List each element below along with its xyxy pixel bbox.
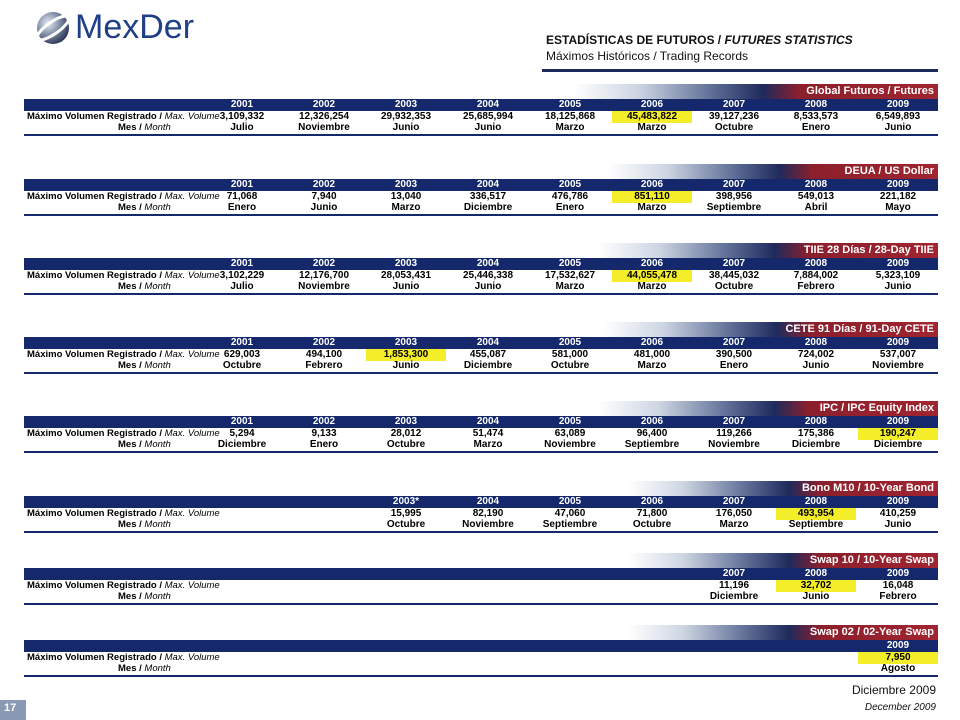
volume-cell: 96,400 <box>636 428 668 439</box>
row-label-separator: / <box>136 122 145 133</box>
section-title: Global Futuros / Futures <box>806 85 934 97</box>
month-cell: Enero <box>309 439 339 450</box>
year-header-cell: 2008 <box>804 258 828 269</box>
section-banner <box>628 481 938 496</box>
record-volume-cell-highlighted: 190,247 <box>858 428 938 440</box>
month-cell: Junio <box>392 122 420 133</box>
mexder-globe-icon <box>33 6 73 46</box>
year-header-cell: 2008 <box>804 568 828 579</box>
year-header-cell: 2005 <box>558 496 582 507</box>
record-volume-cell-highlighted: 851,110 <box>612 191 692 203</box>
row-label-month-en: Month <box>144 281 171 292</box>
volume-cell: 455,087 <box>469 349 507 360</box>
year-header-cell: 2003 <box>394 258 418 269</box>
record-volume-cell-highlighted: 7,950 <box>858 652 938 664</box>
section-title: Swap 02 / 02-Year Swap <box>809 626 934 638</box>
volume-cell: 12,326,254 <box>298 111 350 122</box>
record-volume-cell-highlighted: 1,853,300 <box>366 349 446 361</box>
year-header-cell: 2003 <box>394 416 418 427</box>
row-label-month <box>118 122 171 134</box>
section-banner <box>608 164 938 179</box>
year-header-cell: 2005 <box>558 258 582 269</box>
volume-cell: 481,000 <box>633 349 671 360</box>
year-header-cell: 2008 <box>804 99 828 110</box>
volume-cell: 119,266 <box>716 428 752 439</box>
month-cell: Octubre <box>550 360 590 371</box>
year-header-cell: 2004 <box>476 416 500 427</box>
row-label-max-volume-es: Máximo Volumen Registrado <box>27 428 157 439</box>
month-cell: Marzo <box>637 202 667 213</box>
volume-cell: 494,100 <box>305 349 343 360</box>
volume-cell: 629,003 <box>223 349 261 360</box>
month-cell: Octubre <box>386 519 426 530</box>
row-label-max-volume-en: Max. Volume <box>164 428 220 439</box>
volume-cell: 15,995 <box>390 508 422 519</box>
stats-section <box>0 625 960 695</box>
section-banner <box>628 625 938 640</box>
section-bottom-rule <box>24 675 938 677</box>
row-label-separator: / <box>136 360 145 371</box>
month-cell: Marzo <box>555 281 585 292</box>
month-cell: Mayo <box>885 202 911 213</box>
section-title: CETE 91 Días / 91-Day CETE <box>785 323 934 335</box>
row-label-month-es: Mes <box>118 519 137 530</box>
row-label-separator: / <box>156 508 165 519</box>
row-label-max-volume-es: Máximo Volumen Registrado <box>27 580 157 591</box>
year-header-cell: 2006 <box>640 496 664 507</box>
footer-date-en: December 2009 <box>864 702 936 713</box>
volume-cell: 16,048 <box>882 580 914 591</box>
row-label-month-en: Month <box>144 360 171 371</box>
month-cell: Diciembre <box>463 202 513 213</box>
year-header-cell: 2006 <box>640 337 664 348</box>
month-cell: Diciembre <box>463 360 513 371</box>
stats-section <box>0 322 960 392</box>
volume-cell: 28,053,431 <box>380 270 432 281</box>
volume-cell: 3,102,229 <box>219 270 265 281</box>
section-banner <box>573 84 938 99</box>
row-label-month-en: Month <box>144 202 171 213</box>
section-title: Swap 10 / 10-Year Swap <box>809 554 934 566</box>
row-label-month <box>118 591 171 603</box>
month-cell: Noviembre <box>298 281 350 292</box>
volume-cell: 71,800 <box>636 508 668 519</box>
year-header-cell: 2007 <box>722 496 746 507</box>
month-cell: Septiembre <box>788 519 844 530</box>
month-cell: Diciembre <box>873 439 923 450</box>
stats-section <box>0 243 960 313</box>
year-header-cell: 2007 <box>722 258 746 269</box>
year-header-cell: 2005 <box>558 337 582 348</box>
volume-cell: 476,786 <box>551 191 589 202</box>
page-title-en: FUTURES STATISTICS <box>724 33 853 47</box>
page-subtitle: Máximos Históricos / Trading Records <box>546 49 749 63</box>
volume-cell: 38,445,032 <box>708 270 760 281</box>
month-cell: Agosto <box>880 663 916 674</box>
year-header-cell: 2005 <box>558 416 582 427</box>
year-header-cell: 2005 <box>558 179 582 190</box>
year-header-cell: 2007 <box>722 416 746 427</box>
month-cell: Marzo <box>637 122 667 133</box>
page-title-es: ESTADÍSTICAS DE FUTUROS <box>546 33 715 47</box>
volume-cell: 18,125,868 <box>544 111 596 122</box>
year-header-bar <box>24 640 938 652</box>
row-label-month-es: Mes <box>118 439 137 450</box>
row-label-max-volume-es: Máximo Volumen Registrado <box>27 270 157 281</box>
month-cell: Junio <box>310 202 338 213</box>
section-title: Bono M10 / 10-Year Bond <box>801 482 934 494</box>
section-banner <box>628 553 938 568</box>
month-cell: Noviembre <box>298 122 350 133</box>
section-bottom-rule <box>24 603 938 605</box>
month-cell: Abril <box>804 202 828 213</box>
year-header-cell: 2009 <box>886 640 910 651</box>
row-label-max-volume-en: Max. Volume <box>164 191 220 202</box>
volume-cell: 51,474 <box>472 428 504 439</box>
record-volume-cell-highlighted: 44,055,478 <box>612 270 692 282</box>
row-label-separator: / <box>156 652 165 663</box>
year-header-cell: 2009 <box>886 416 910 427</box>
volume-cell: 5,294 <box>229 428 255 439</box>
month-cell: Febrero <box>305 360 343 371</box>
mexder-logo <box>33 6 193 52</box>
row-label-month <box>118 202 171 214</box>
volume-cell: 25,446,338 <box>462 270 514 281</box>
month-cell: Enero <box>801 122 831 133</box>
month-cell: Octubre <box>222 360 262 371</box>
month-cell: Diciembre <box>791 439 841 450</box>
year-header-cell: 2008 <box>804 337 828 348</box>
row-label-separator: / <box>136 281 145 292</box>
section-banner <box>603 322 938 337</box>
month-cell: Noviembre <box>544 439 596 450</box>
month-cell: Junio <box>884 519 912 530</box>
volume-cell: 11,196 <box>718 580 750 591</box>
year-header-cell: 2004 <box>476 258 500 269</box>
month-cell: Junio <box>802 591 830 602</box>
page-number: 17 <box>4 702 17 714</box>
volume-cell: 12,176,700 <box>298 270 350 281</box>
section-banner <box>598 401 938 416</box>
year-header-cell: 2003 <box>394 99 418 110</box>
year-header-cell: 2008 <box>804 416 828 427</box>
year-header-cell: 2005 <box>558 99 582 110</box>
stats-section <box>0 481 960 551</box>
year-header-cell: 2001 <box>230 179 254 190</box>
row-label-separator: / <box>156 580 165 591</box>
month-cell: Junio <box>392 360 420 371</box>
row-label-max-volume-es: Máximo Volumen Registrado <box>27 111 157 122</box>
volume-cell: 63,089 <box>554 428 586 439</box>
header-rule <box>542 69 938 72</box>
volume-cell: 13,040 <box>390 191 422 202</box>
volume-cell: 398,956 <box>715 191 753 202</box>
row-label-max-volume-en: Max. Volume <box>164 580 220 591</box>
volume-cell: 7,940 <box>311 191 337 202</box>
record-volume-cell-highlighted: 493,954 <box>776 508 856 520</box>
volume-cell: 549,013 <box>797 191 835 202</box>
row-label-month-es: Mes <box>118 360 137 371</box>
section-bottom-rule <box>24 531 938 533</box>
year-header-cell: 2001 <box>230 258 254 269</box>
month-cell: Septiembre <box>706 202 762 213</box>
volume-cell: 17,532,627 <box>544 270 596 281</box>
month-cell: Noviembre <box>462 519 514 530</box>
record-volume-cell-highlighted: 32,702 <box>776 580 856 592</box>
year-header-cell: 2009 <box>886 258 910 269</box>
year-header-bar <box>24 496 938 508</box>
row-label-separator: / <box>156 270 165 281</box>
row-label-separator: / <box>136 439 145 450</box>
year-header-cell: 2001 <box>230 99 254 110</box>
row-label-month <box>118 439 171 451</box>
row-label-month <box>118 281 171 293</box>
row-label-max-volume-en: Max. Volume <box>164 349 220 360</box>
row-label-month-en: Month <box>144 439 171 450</box>
volume-cell: 221,182 <box>879 191 917 202</box>
row-label-month-en: Month <box>144 591 171 602</box>
month-cell: Marzo <box>719 519 749 530</box>
row-label-separator: / <box>136 663 145 674</box>
row-label-max-volume-en: Max. Volume <box>164 270 220 281</box>
year-header-cell: 2006 <box>640 258 664 269</box>
month-cell: Junio <box>474 122 502 133</box>
row-label-month-en: Month <box>144 122 171 133</box>
row-label-month-en: Month <box>144 663 171 674</box>
row-label-month-en: Month <box>144 519 171 530</box>
row-label-max-volume-en: Max. Volume <box>164 111 220 122</box>
month-cell: Septiembre <box>624 439 680 450</box>
stats-section <box>0 401 960 471</box>
month-cell: Diciembre <box>217 439 267 450</box>
volume-cell: 724,002 <box>797 349 835 360</box>
footer-date-es: Diciembre 2009 <box>851 683 936 697</box>
volume-cell: 9,133 <box>311 428 337 439</box>
year-header-cell: 2001 <box>230 337 254 348</box>
month-cell: Octubre <box>386 439 426 450</box>
volume-cell: 336,517 <box>469 191 507 202</box>
record-volume-cell-highlighted: 45,483,822 <box>612 111 692 123</box>
row-label-max-volume-es: Máximo Volumen Registrado <box>27 191 157 202</box>
year-header-bar <box>24 416 938 428</box>
section-bottom-rule <box>24 372 938 374</box>
month-cell: Marzo <box>637 360 667 371</box>
section-title: TIIE 28 Días / 28-Day TIIE <box>803 244 934 256</box>
month-cell: Febrero <box>797 281 835 292</box>
month-cell: Enero <box>719 360 749 371</box>
volume-cell: 175,386 <box>797 428 835 439</box>
year-header-cell: 2003* <box>392 496 420 507</box>
year-header-cell: 2007 <box>722 99 746 110</box>
year-header-cell: 2004 <box>476 337 500 348</box>
volume-cell: 6,549,893 <box>875 111 921 122</box>
row-label-separator: / <box>156 111 165 122</box>
year-header-cell: 2003 <box>394 337 418 348</box>
month-cell: Febrero <box>879 591 917 602</box>
volume-cell: 410,259 <box>879 508 917 519</box>
volume-cell: 47,060 <box>554 508 586 519</box>
month-cell: Julio <box>230 281 254 292</box>
row-label-month-es: Mes <box>118 122 137 133</box>
year-header-cell: 2007 <box>722 179 746 190</box>
volume-cell: 581,000 <box>551 349 589 360</box>
volume-cell: 537,007 <box>879 349 917 360</box>
row-label-month <box>118 663 171 675</box>
year-header-cell: 2009 <box>886 179 910 190</box>
year-header-bar <box>24 179 938 191</box>
section-bottom-rule <box>24 214 938 216</box>
month-cell: Junio <box>802 360 830 371</box>
row-label-max-volume-es: Máximo Volumen Registrado <box>27 349 157 360</box>
row-label-separator: / <box>156 349 165 360</box>
row-label-separator: / <box>156 428 165 439</box>
row-label-separator: / <box>156 191 165 202</box>
row-label-separator: / <box>136 591 145 602</box>
volume-cell: 82,190 <box>472 508 504 519</box>
month-cell: Junio <box>884 122 912 133</box>
month-cell: Octubre <box>714 281 754 292</box>
volume-cell: 25,685,994 <box>462 111 514 122</box>
month-cell: Diciembre <box>709 591 759 602</box>
month-cell: Octubre <box>632 519 672 530</box>
year-header-bar <box>24 568 938 580</box>
month-cell: Marzo <box>555 122 585 133</box>
volume-cell: 3,109,332 <box>219 111 265 122</box>
year-header-bar <box>24 337 938 349</box>
year-header-cell: 2009 <box>886 99 910 110</box>
year-header-cell: 2006 <box>640 99 664 110</box>
volume-cell: 8,533,573 <box>793 111 839 122</box>
year-header-cell: 2009 <box>886 568 910 579</box>
stats-section <box>0 164 960 234</box>
month-cell: Junio <box>392 281 420 292</box>
row-label-month <box>118 360 171 372</box>
year-header-cell: 2003 <box>394 179 418 190</box>
section-bottom-rule <box>24 451 938 453</box>
page-title-separator: / <box>714 33 725 47</box>
month-cell: Septiembre <box>542 519 598 530</box>
month-cell: Noviembre <box>708 439 760 450</box>
year-header-cell: 2009 <box>886 337 910 348</box>
row-label-month-es: Mes <box>118 202 137 213</box>
volume-cell: 5,323,109 <box>875 270 921 281</box>
row-label-max-volume-en: Max. Volume <box>164 508 220 519</box>
row-label-max-volume-es: Máximo Volumen Registrado <box>27 508 157 519</box>
year-header-cell: 2006 <box>640 179 664 190</box>
year-header-cell: 2004 <box>476 496 500 507</box>
row-label-month-es: Mes <box>118 281 137 292</box>
year-header-cell: 2006 <box>640 416 664 427</box>
year-header-cell: 2008 <box>804 179 828 190</box>
year-header-bar <box>24 99 938 111</box>
row-label-max-volume-en: Max. Volume <box>164 652 220 663</box>
volume-cell: 176,050 <box>715 508 753 519</box>
stats-section <box>0 553 960 623</box>
row-label-separator: / <box>136 202 145 213</box>
section-bottom-rule <box>24 134 938 136</box>
month-cell: Enero <box>555 202 585 213</box>
volume-cell: 71,068 <box>226 191 258 202</box>
year-header-cell: 2002 <box>312 179 336 190</box>
month-cell: Marzo <box>473 439 503 450</box>
volume-cell: 7,884,002 <box>793 270 839 281</box>
year-header-cell: 2002 <box>312 258 336 269</box>
month-cell: Noviembre <box>872 360 924 371</box>
section-title: DEUA / US Dollar <box>844 165 934 177</box>
year-header-cell: 2008 <box>804 496 828 507</box>
month-cell: Junio <box>474 281 502 292</box>
year-header-cell: 2009 <box>886 496 910 507</box>
year-header-cell: 2002 <box>312 99 336 110</box>
row-label-month-es: Mes <box>118 663 137 674</box>
year-header-cell: 2004 <box>476 179 500 190</box>
volume-cell: 390,500 <box>715 349 753 360</box>
section-banner <box>598 243 938 258</box>
year-header-cell: 2002 <box>312 416 336 427</box>
volume-cell: 29,932,353 <box>380 111 432 122</box>
year-header-cell: 2007 <box>722 568 746 579</box>
logo-wordmark: MexDer <box>75 8 195 46</box>
section-title: IPC / IPC Equity Index <box>819 402 934 414</box>
month-cell: Marzo <box>391 202 421 213</box>
volume-cell: 28,012 <box>390 428 422 439</box>
row-label-separator: / <box>136 519 145 530</box>
month-cell: Enero <box>227 202 257 213</box>
year-header-cell: 2007 <box>722 337 746 348</box>
year-header-cell: 2002 <box>312 337 336 348</box>
page-title <box>546 33 853 47</box>
year-header-bar <box>24 258 938 270</box>
month-cell: Octubre <box>714 122 754 133</box>
month-cell: Marzo <box>637 281 667 292</box>
row-label-month <box>118 519 171 531</box>
section-bottom-rule <box>24 293 938 295</box>
month-cell: Junio <box>884 281 912 292</box>
volume-cell: 39,127,236 <box>708 111 760 122</box>
year-header-cell: 2004 <box>476 99 500 110</box>
row-label-month-es: Mes <box>118 591 137 602</box>
year-header-cell: 2001 <box>230 416 254 427</box>
month-cell: Julio <box>230 122 254 133</box>
stats-section <box>0 84 960 154</box>
row-label-max-volume-es: Máximo Volumen Registrado <box>27 652 157 663</box>
